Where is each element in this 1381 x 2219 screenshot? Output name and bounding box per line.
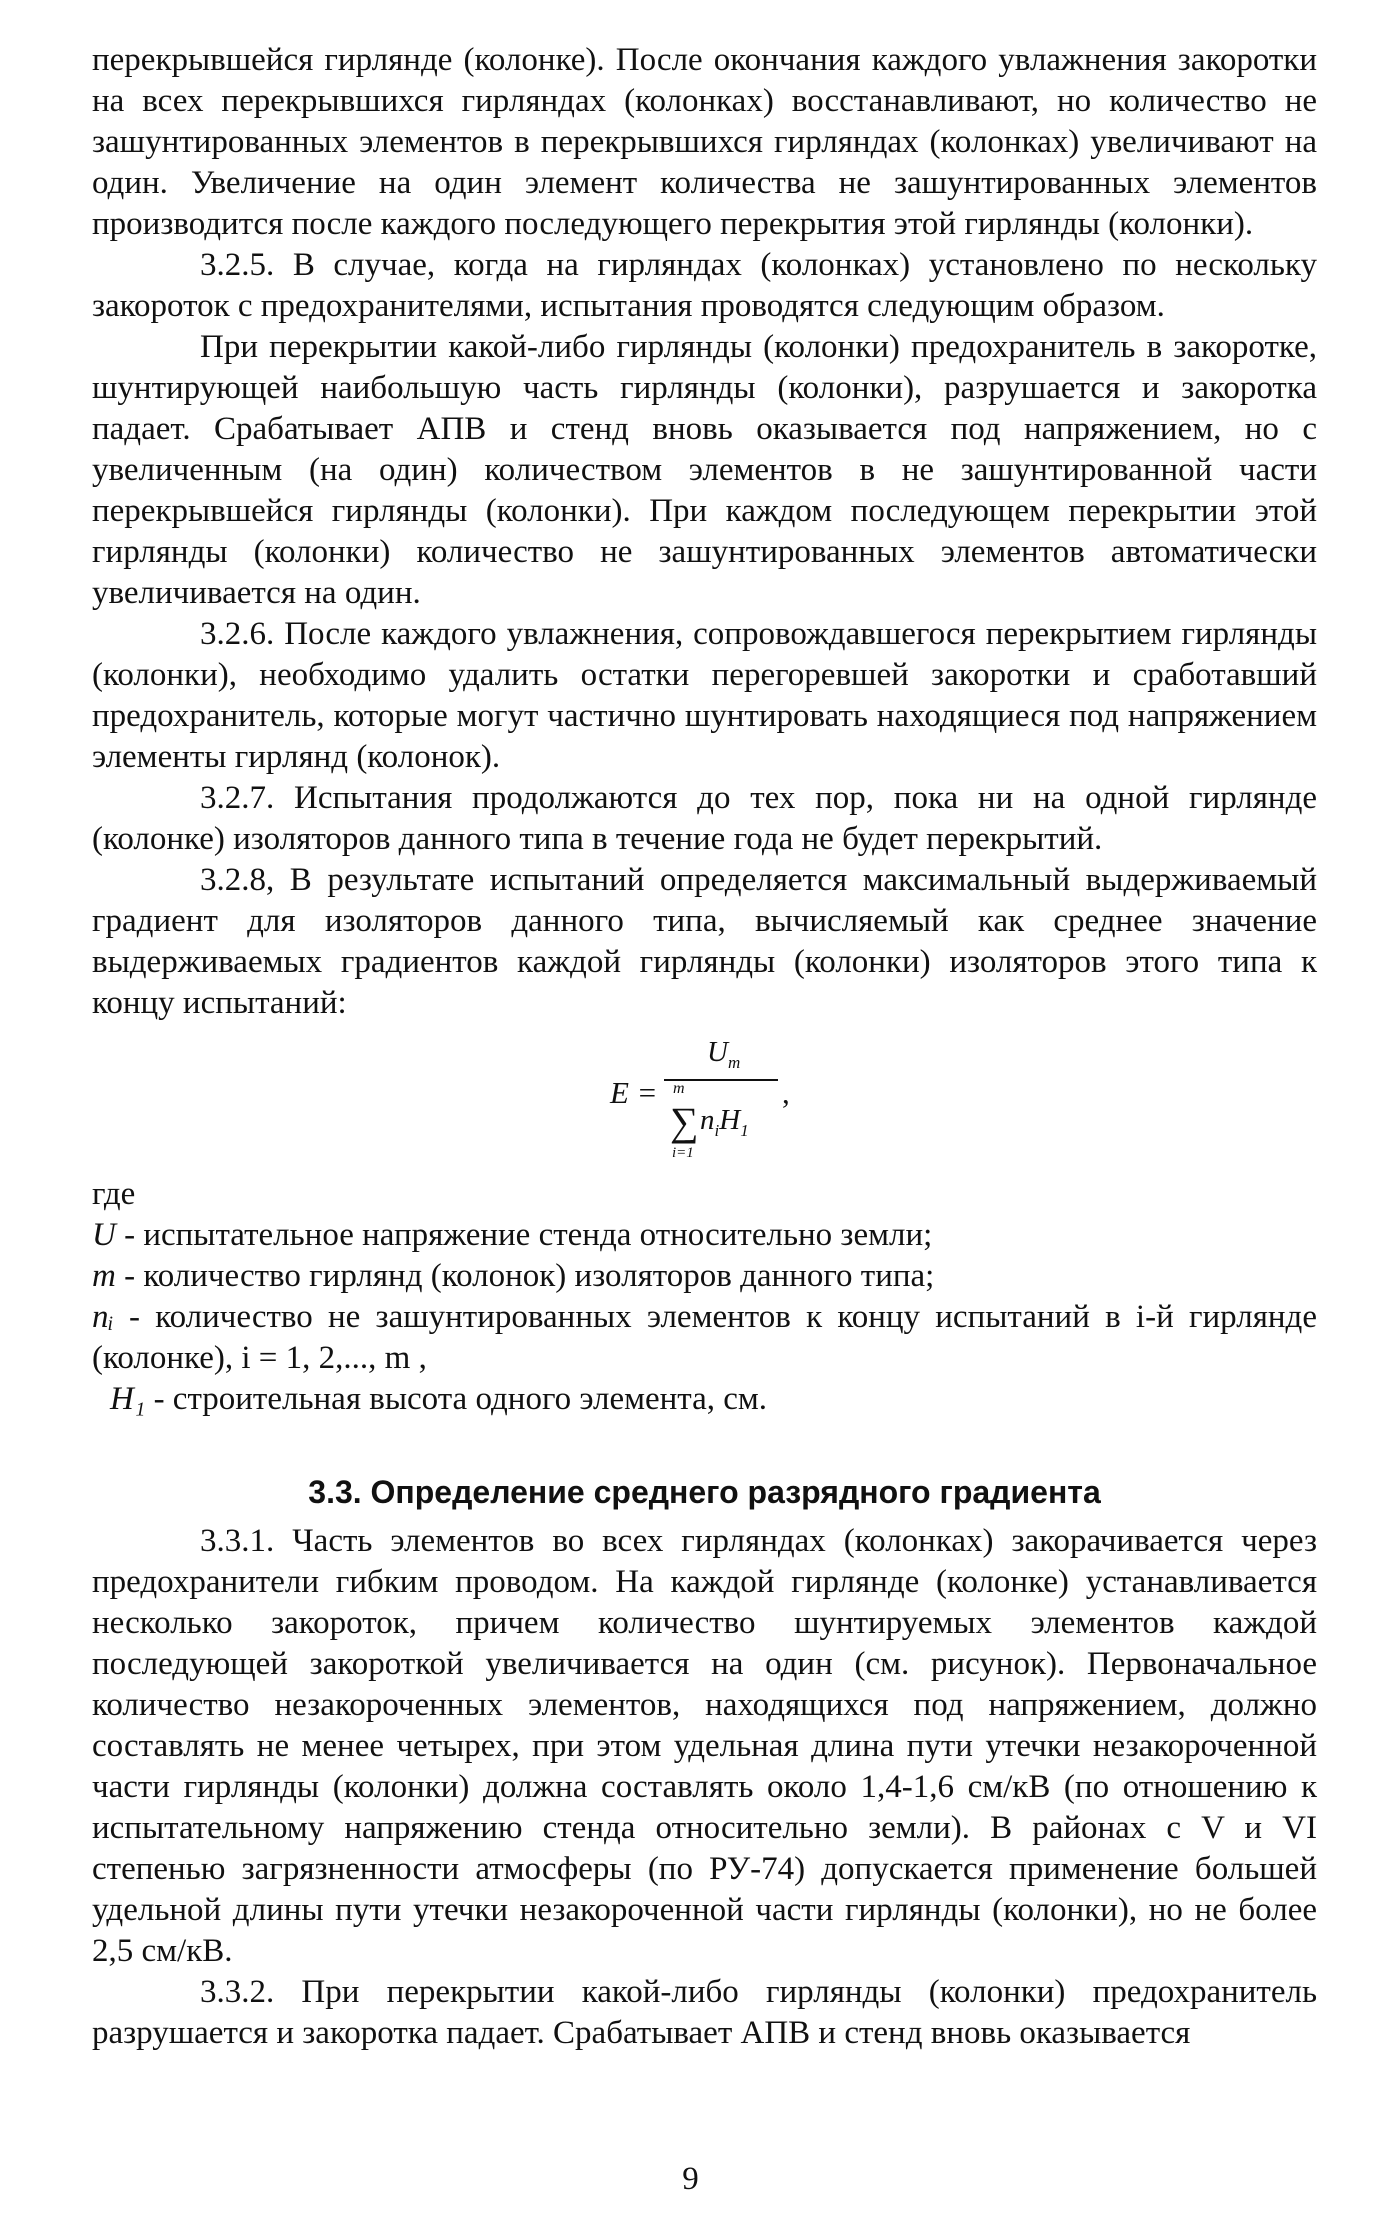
paragraph-fuse-overlap: При перекрытии какой-либо гирлянды (колонки) предохранитель в закоротке, шунтирующей наибольшую часть гирлянды (колонки), разрушается и закоротка падает. Срабатывает АПВ и стенд вновь оказывается под напряжением, но с увеличенным (на один) количеством элементов в не зашунтированной части перекрывшейся гирлянды (колонки). При каждом последующем перекрытии этой гирлянды (колонки) количество не зашунтированных элементов автоматически увеличивается на один.	[92, 329, 1317, 611]
page-number: 9	[682, 2161, 699, 2197]
definition-u: U - испытательное напряжение стенда относительно земли;	[92, 1217, 933, 1253]
formula-denominator: $n_iH_1$	[700, 1104, 749, 1140]
paragraph-3-2-6: 3.2.6. После каждого увлажнения, сопровождавшегося перекрытием гирлянды (колонки), необходимо удалить остатки перегоревшей закоротки и сработавший предохранитель, которые могут частично шунтировать находящиеся под напряжением элементы гирлянд (колонок).	[92, 616, 1317, 775]
paragraph-continuation: перекрывшейся гирлянде (колонке). После окончания каждого увлажнения закоротки на всех перекрывшихся гирляндах (колонках) восстанавливают, но количество не зашунтированных элементов в перекрывшихся гирляндах (колонках) увеличивают на один. Увеличение на один элемент количества не зашунтированных элементов производится после каждого последующего перекрытия этой гирлянды (колонки).	[92, 42, 1317, 242]
formula-numerator: $U_m$	[707, 1036, 741, 1072]
formula-lhs: E =	[610, 1075, 658, 1110]
section-heading: 3.3. Определение среднего разрядного градиента	[308, 1474, 1101, 1510]
definition-ni: nᵢ - количество не зашунтированных элементов к концу испытаний в i-й гирлянде (колонке), i = 1, 2,..., m ,	[92, 1299, 1317, 1376]
where-label: где	[92, 1176, 136, 1212]
definition-m: m - количество гирлянд (колонок) изоляторов данного типа;	[92, 1258, 935, 1294]
page-body	[92, 40, 1317, 2054]
formula-trailing-comma: ,	[782, 1075, 790, 1110]
sum-lower-limit: i=1	[672, 1145, 694, 1161]
paragraph-3-3-1: 3.3.1. Часть элементов во всех гирляндах (колонках) закорачивается через предохранители гибким проводом. На каждой гирлянде (колонке) устанавливается несколько закороток, причем количество шунтируемых элементов каждой последующей закороткой увеличивается на один (см. рисунок). Первоначальное количество незакороченных элементов, находящихся под напряжением, должно составлять не менее четырех, при этом удельная длина пути утечки незакороченной части гирлянды (колонки) должна составлять около 1,4-1,6 см/кВ (по отношению к испытательному напряжению стенда относительно земли). В районах с V и VI степенью загрязненности атмосферы (по РУ-74) допускается применение большей удельной длины пути утечки незакороченной части гирлянды (колонки), но не более 2,5 см/кВ.	[92, 1523, 1317, 1969]
sum-symbol: ∑	[670, 1099, 699, 1144]
definition-h1: H₁ - строительная высота одного элемента, см.	[110, 1381, 768, 1417]
sum-upper-limit: m	[673, 1080, 685, 1097]
paragraph-3-2-5: 3.2.5. В случае, когда на гирляндах (колонках) установлено по нескольку закороток с предохранителями, испытания проводятся следующим образом.	[92, 247, 1317, 324]
paragraph-3-2-7: 3.2.7. Испытания продолжаются до тех пор, пока ни на одной гирлянде (колонке) изоляторов данного типа в течение года не будет перекрытий.	[92, 780, 1317, 857]
gradient-formula	[92, 1032, 1317, 1170]
paragraph-3-2-8: 3.2.8, В результате испытаний определяется максимальный выдерживаемый градиент для изоляторов данного типа, вычисляемый как среднее значение выдерживаемых градиентов каждой гирлянды (колонки) изоляторов этого типа к концу испытаний:	[92, 862, 1317, 1021]
paragraph-3-3-2: 3.3.2. При перекрытии какой-либо гирлянды (колонки) предохранитель разрушается и закоротка падает. Срабатывает АПВ и стенд вновь оказывается	[92, 1974, 1317, 2051]
